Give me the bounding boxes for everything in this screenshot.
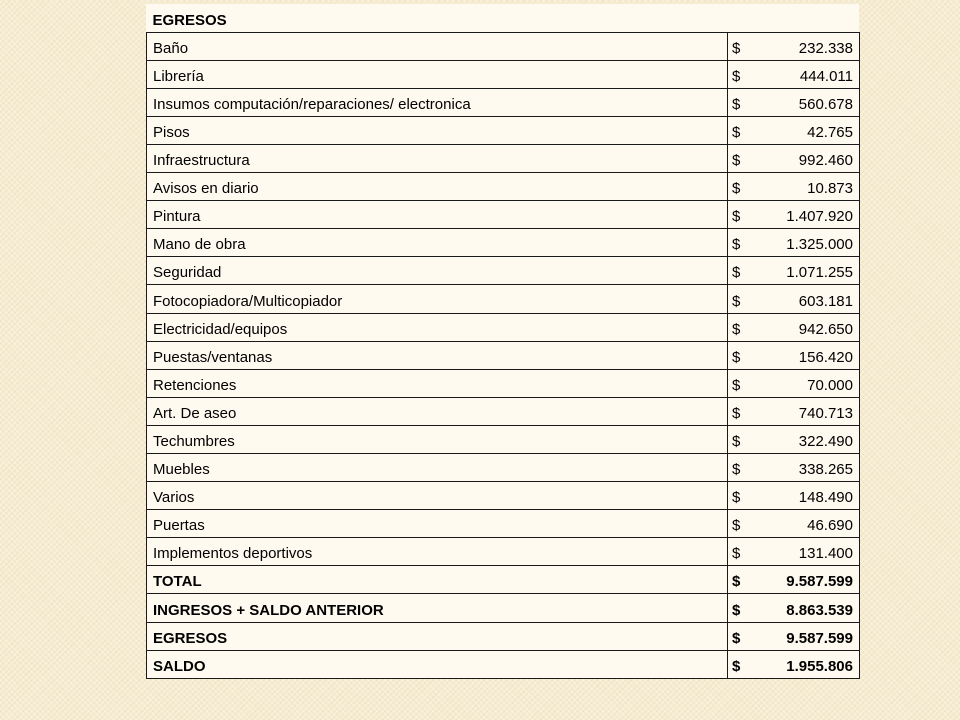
row-label: Muebles: [147, 454, 728, 482]
amount-value: 1.407.920: [786, 208, 853, 226]
table-row: [147, 116, 860, 144]
expenses-table-container: [146, 4, 859, 679]
saldo-label: SALDO: [147, 650, 728, 678]
amount-value: 8.863.539: [786, 601, 853, 619]
row-label: Baño: [147, 32, 728, 60]
currency-symbol: $: [732, 517, 741, 535]
amount-value: 992.460: [798, 152, 853, 170]
table-row: [147, 201, 860, 229]
row-amount: [728, 60, 860, 88]
currency-symbol: $: [732, 573, 741, 591]
row-amount: [728, 88, 860, 116]
currency-symbol: $: [732, 95, 741, 113]
row-amount: [728, 482, 860, 510]
row-label: Pisos: [147, 116, 728, 144]
row-label: Insumos computación/reparaciones/ electronica: [147, 88, 728, 116]
currency-symbol: $: [732, 601, 741, 619]
row-amount: [728, 144, 860, 172]
table-header-row: [147, 4, 860, 32]
currency-symbol: $: [732, 67, 741, 85]
currency-symbol: $: [732, 489, 741, 507]
table-row: [147, 454, 860, 482]
table-row: [147, 285, 860, 313]
currency-symbol: $: [732, 545, 741, 563]
table-row: [147, 341, 860, 369]
row-label: Puestas/ventanas: [147, 341, 728, 369]
row-label: Pintura: [147, 201, 728, 229]
row-label: Mano de obra: [147, 229, 728, 257]
row-amount: [728, 201, 860, 229]
table-row: [147, 482, 860, 510]
egresos-total-label: EGRESOS: [147, 622, 728, 650]
amount-value: 10.873: [807, 180, 853, 198]
saldo-amount: [728, 650, 860, 678]
row-amount: [728, 313, 860, 341]
total-amount: [728, 566, 860, 594]
row-label: Techumbres: [147, 425, 728, 453]
currency-symbol: $: [732, 433, 741, 450]
table-row: [147, 32, 860, 60]
currency-symbol: $: [732, 123, 741, 141]
amount-value: 46.690: [807, 517, 853, 535]
row-amount: [728, 257, 860, 285]
row-amount: [728, 538, 860, 566]
currency-symbol: $: [732, 376, 741, 394]
currency-symbol: $: [732, 236, 741, 254]
currency-symbol: $: [732, 208, 741, 226]
row-label: Varios: [147, 482, 728, 510]
table-row: [147, 369, 860, 397]
amount-value: 70.000: [807, 376, 853, 394]
row-amount: [728, 425, 860, 453]
amount-value: 148.490: [798, 489, 853, 507]
amount-value: 232.338: [798, 39, 853, 57]
amount-value: 942.650: [798, 320, 853, 338]
total-label: TOTAL: [147, 566, 728, 594]
amount-value: 444.011: [799, 67, 853, 85]
ingresos-saldo-amount: [728, 594, 860, 622]
row-amount: [728, 229, 860, 257]
row-amount: [728, 32, 860, 60]
total-row: [147, 566, 860, 594]
amount-value: 156.420: [798, 348, 853, 366]
egresos-total-amount: [728, 622, 860, 650]
amount-value: 1.325.000: [786, 236, 853, 254]
amount-value: 338.265: [798, 461, 853, 479]
row-label: Art. De aseo: [147, 397, 728, 425]
row-amount: [728, 285, 860, 313]
row-label: Fotocopiadora/Multicopiador: [147, 285, 728, 313]
row-amount: [728, 454, 860, 482]
currency-symbol: $: [732, 39, 741, 57]
table-row: [147, 173, 860, 201]
ingresos-saldo-label: INGRESOS + SALDO ANTERIOR: [147, 594, 728, 622]
currency-symbol: $: [732, 629, 741, 647]
row-amount: [728, 173, 860, 201]
table-row: [147, 88, 860, 116]
currency-symbol: $: [732, 404, 741, 422]
amount-value: 9.587.599: [786, 573, 853, 591]
row-label: Electricidad/equipos: [147, 313, 728, 341]
amount-value: 740.713: [798, 404, 853, 422]
currency-symbol: $: [732, 180, 741, 198]
egresos-total-row: [147, 622, 860, 650]
row-label: Librería: [147, 60, 728, 88]
table-row: [147, 144, 860, 172]
amount-value: 131.400: [798, 545, 853, 563]
row-amount: [728, 116, 860, 144]
table-row: [147, 510, 860, 538]
amount-value: 603.181: [798, 292, 853, 310]
table-row: [147, 425, 860, 453]
table-row: [147, 229, 860, 257]
row-label: Retenciones: [147, 369, 728, 397]
expenses-table: [146, 4, 860, 679]
row-label: Infraestructura: [147, 144, 728, 172]
currency-symbol: $: [732, 264, 741, 282]
saldo-row: [147, 650, 860, 678]
table-row: [147, 313, 860, 341]
table-row: [147, 257, 860, 285]
currency-symbol: $: [732, 320, 741, 338]
currency-symbol: $: [732, 348, 741, 366]
currency-symbol: $: [732, 461, 741, 479]
amount-value: 322.490: [798, 433, 853, 450]
row-label: Implementos deportivos: [147, 538, 728, 566]
row-label: Avisos en diario: [147, 173, 728, 201]
table-row: [147, 60, 860, 88]
row-amount: [728, 397, 860, 425]
row-amount: [728, 510, 860, 538]
currency-symbol: $: [732, 152, 741, 170]
ingresos-saldo-row: [147, 594, 860, 622]
table-row: [147, 397, 860, 425]
amount-value: 1.955.806: [786, 657, 853, 675]
currency-symbol: $: [732, 292, 741, 310]
table-row: [147, 538, 860, 566]
amount-value: 9.587.599: [786, 629, 853, 647]
row-label: Seguridad: [147, 257, 728, 285]
table-title: EGRESOS: [152, 11, 227, 29]
amount-value: 560.678: [798, 95, 853, 113]
amount-value: 42.765: [807, 123, 853, 141]
row-amount: [728, 341, 860, 369]
currency-symbol: $: [732, 657, 741, 675]
row-label: Puertas: [147, 510, 728, 538]
table-header-empty: [728, 4, 860, 32]
row-amount: [728, 369, 860, 397]
amount-value: 1.071.255: [786, 264, 853, 282]
